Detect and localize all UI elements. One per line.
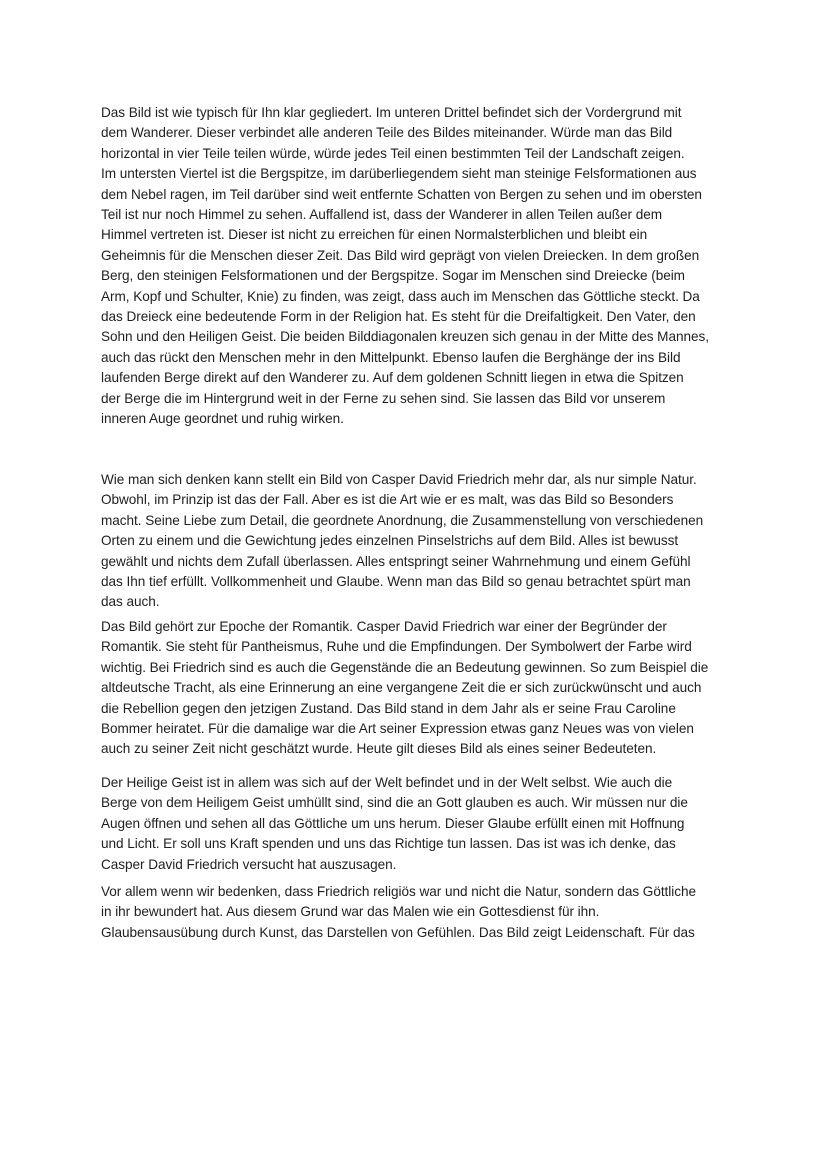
text-line: Arm, Kopf und Schulter, Knie) zu finden, was zeigt, dass auch im Menschen das Göttliche steckt. Da bbox=[101, 288, 700, 304]
text-line: Das Bild ist wie typisch für Ihn klar gegliedert. Im unteren Drittel befindet sich der Vordergrund mit bbox=[101, 105, 682, 120]
text-line: inneren Auge geordnet und ruhig wirken. bbox=[101, 411, 344, 426]
text-line: Das Bild gehört zur Epoche der Romantik. Casper David Friedrich war einer der Begründer der bbox=[101, 619, 667, 634]
text-line: auch zu seiner Zeit nicht geschätzt wurde. Heute gilt dieses Bild als eines seiner Bedeuteten. bbox=[101, 741, 657, 757]
text-line: in ihr bewundert hat. Aus diesem Grund war das Malen wie ein Gottesdienst für ihn. bbox=[101, 904, 600, 920]
text-line: dem Nebel ragen, im Teil darüber sind weit entfernte Schatten von Bergen zu sehen und im obersten bbox=[101, 186, 702, 202]
text-line: Romantik. Sie steht für Pantheismus, Ruhe und die Empfindungen. Der Symbolwert der Farbe wird bbox=[101, 639, 692, 655]
text-line: gewählt und nichts dem Zufall überlassen. Alles entspringt seiner Wahrnehmung und einem Gefühl bbox=[101, 553, 691, 569]
text-line: Teil ist nur noch Himmel zu sehen. Auffallend ist, dass der Wanderer in allen Teilen außer dem bbox=[101, 207, 662, 222]
text-line: Bommer heiratet. Für die damalige war die Art seiner Expression etwas ganz Neues was von vielen bbox=[101, 721, 694, 736]
text-line: Orten zu einem und die Gewichtung jedes einzelnen Pinselstrichs auf dem Bild. Alles ist bewusst bbox=[101, 533, 679, 549]
text-line: Im untersten Viertel ist die Bergspitze, im darüberliegendem sieht man steinige Felsformationen aus bbox=[101, 166, 697, 182]
text-line: laufenden Berge direkt auf den Wanderer zu. Auf dem goldenen Schnitt liegen in etwa die Spitzen bbox=[101, 370, 684, 386]
text-line: das Dreieck eine bedeutende Form in der Religion hat. Es steht für die Dreifaltigkeit. Den Vater, den bbox=[101, 309, 696, 324]
text-line: Geheimnis für die Menschen dieser Zeit. Das Bild wird geprägt von vielen Dreiecken. In dem großen bbox=[101, 247, 700, 263]
text-line: und Licht. Er soll uns Kraft spenden und uns das Richtige tun lassen. Das ist was ich denke, das bbox=[101, 836, 676, 852]
text-line: auch das rückt den Menschen mehr in den Mittelpunkt. Ebenso laufen die Berghänge der ins Bild bbox=[101, 349, 681, 365]
text-line: Der Heilige Geist ist in allem was sich auf der Welt befindet und in der Welt selbst. Wie auch die bbox=[101, 775, 673, 790]
text-line: dem Wanderer. Dieser verbindet alle anderen Teile des Bildes miteinander. Würde man das Bild bbox=[101, 125, 673, 141]
text-line: das Ihn tief erfüllt. Vollkommenheit und Glaube. Wenn man das Bild so genau betrachtet spürt man bbox=[101, 574, 691, 589]
text-line: Augen öffnen und sehen all das Göttliche um uns herum. Dieser Glaube erfüllt einen mit Hoffnung bbox=[101, 815, 685, 831]
text-line: Himmel vertreten ist. Dieser ist nicht zu erreichen für einen Normalsterblichen und bleibt ein bbox=[101, 227, 648, 243]
text-line: Glaubensausübung durch Kunst, das Darstellen von Gefühlen. Das Bild zeigt Leidenschaft. Für das bbox=[101, 924, 695, 940]
text-line: Wie man sich denken kann stellt ein Bild von Casper David Friedrich mehr dar, als nur simple Natur. bbox=[101, 472, 697, 487]
text-line: das auch. bbox=[101, 594, 160, 610]
text-line: Casper David Friedrich versucht hat auszusagen. bbox=[101, 856, 397, 872]
text-line: Berge von dem Heiligem Geist umhüllt sind, sind die an Gott glauben es auch. Wir müssen nur die bbox=[101, 795, 688, 811]
text-line: wichtig. Bei Friedrich sind es auch die Gegenstände die an Bedeutung gewinnen. So zum Beispiel die bbox=[101, 659, 709, 675]
text-line: macht. Seine Liebe zum Detail, die geordnete Anordnung, die Zusammenstellung von verschiedenen bbox=[101, 512, 704, 528]
text-line: Obwohl, im Prinzip ist das der Fall. Aber es ist die Art wie er es malt, was das Bild so Besonders bbox=[101, 492, 674, 508]
text-line: altdeutsche Tracht, als eine Erinnerung an eine vergangene Zeit die er sich zurückwünscht und auch bbox=[101, 680, 702, 696]
text-line: Vor allem wenn wir bedenken, dass Friedrich religiös war und nicht die Natur, sondern das Göttliche bbox=[101, 884, 696, 899]
text-line: die Rebellion gegen den jetzigen Zustand. Das Bild stand in dem Jahr als er seine Frau Caroline bbox=[101, 700, 676, 716]
text-line: horizontal in vier Teile teilen würde, würde jedes Teil einen bestimmten Teil der Landschaft zeigen. bbox=[101, 145, 685, 161]
text-line: der Berge die im Hintergrund weit in der Ferne zu sehen sind. Sie lassen das Bild vor unserem bbox=[101, 390, 666, 406]
text-line: Berg, den steinigen Felsformationen und der Bergspitze. Sogar im Menschen sind Dreiecke (beim bbox=[101, 268, 685, 284]
text-line: Sohn und den Heiligen Geist. Die beiden Bilddiagonalen kreuzen sich genau in der Mitte des Mannes, bbox=[101, 329, 709, 345]
